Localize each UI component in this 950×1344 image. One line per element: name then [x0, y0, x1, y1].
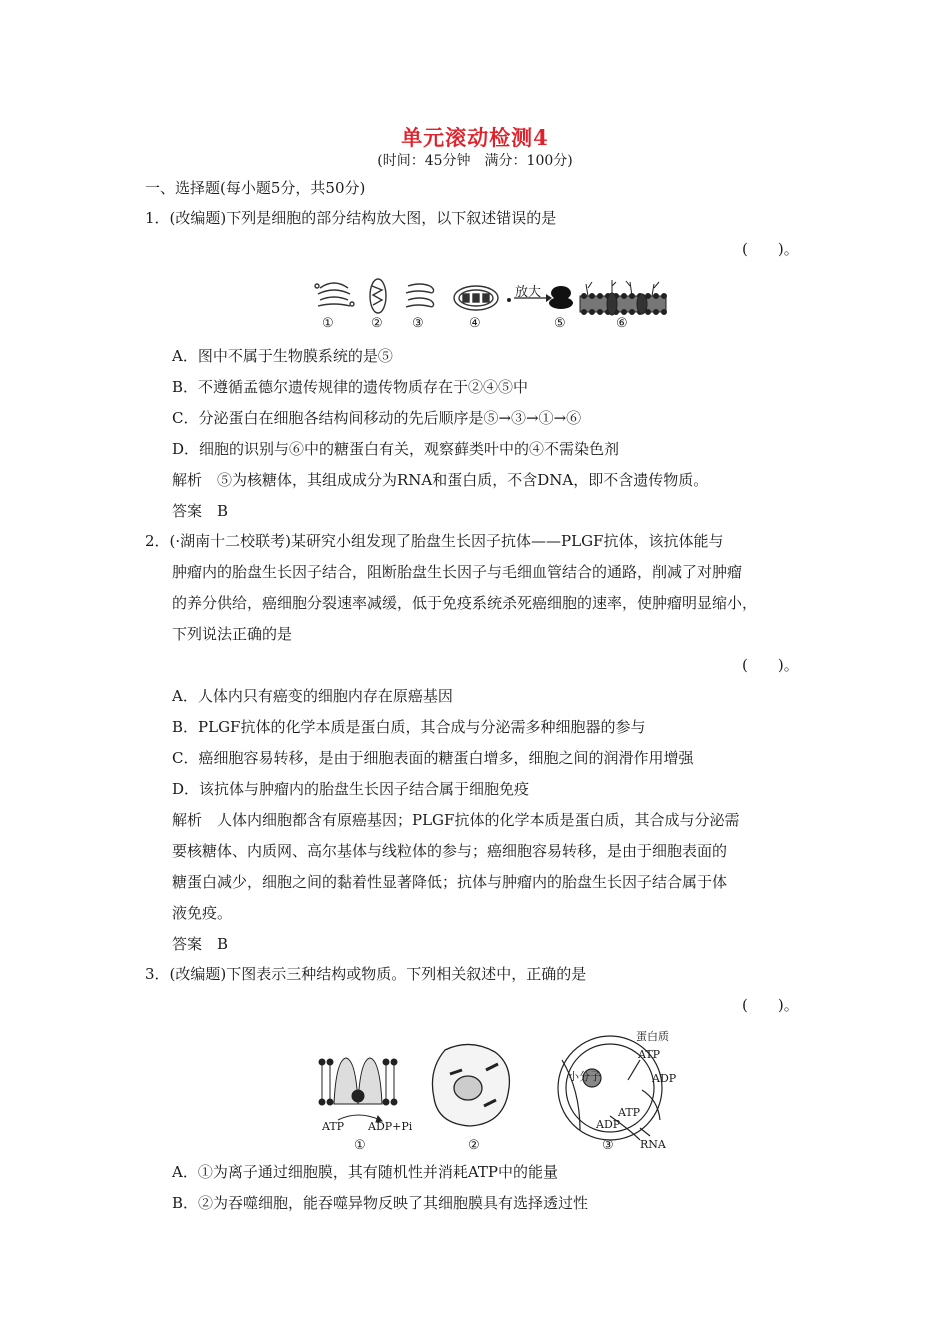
- q2-analysis-line-2: 要核糖体、内质网、高尔基体与线粒体的参与；癌细胞容易转移，是由于细胞表面的: [172, 842, 728, 860]
- q1-analysis: 解析 ⑤为核糖体，其组成成分为RNA和蛋白质，不含DNA，即不含遗传物质。: [172, 471, 709, 489]
- q2-analysis-line-4: 液免疫。: [172, 904, 233, 922]
- q2-option-d: D．该抗体与肿瘤内的胎盘生长因子结合属于细胞免疫: [172, 780, 530, 798]
- q1-option-b: B．不遵循孟德尔遗传规律的遗传物质存在于②④⑤中: [172, 378, 529, 396]
- q3-stem: 3．(改编题)下图表示三种结构或物质。下列相关叙述中，正确的是: [145, 965, 587, 983]
- section-heading: 一、选择题(每小题5分，共50分): [145, 179, 366, 197]
- q1-stem: 1．(改编题)下列是细胞的部分结构放大图，以下叙述错误的是: [145, 209, 557, 227]
- page-subtitle: (时间：45分钟 满分：100分): [377, 153, 573, 169]
- q2-option-c: C．癌细胞容易转移，是由于细胞表面的糖蛋白增多，细胞之间的润滑作用增强: [172, 749, 694, 767]
- ion-pump-icon: [319, 1058, 397, 1122]
- q1-label-1: ①: [322, 316, 334, 331]
- q3-atp-2: ATP: [638, 1048, 661, 1061]
- q1-label-4: ④: [469, 316, 481, 331]
- q1-label-3: ③: [412, 316, 424, 331]
- q3-option-b: B．②为吞噬细胞，能吞噬异物反映了其细胞膜具有选择透过性: [172, 1194, 589, 1212]
- q2-stem-line-2: 肿瘤内的胎盘生长因子结合，阻断胎盘生长因子与毛细血管结合的通路，削减了对肿瘤: [172, 563, 743, 581]
- q3-small-molecule: 小分子: [568, 1070, 601, 1083]
- phagocyte-icon: [432, 1044, 509, 1126]
- q2-analysis-line-1: 解析 人体内细胞都含有原癌基因；PLGF抗体的化学本质是蛋白质，其合成与分泌需: [172, 811, 740, 829]
- q2-stem-line-4: 下列说法正确的是: [172, 625, 293, 643]
- q2-stem-line-1: 2．(·湖南十二校联考)某研究小组发现了胎盘生长因子抗体——PLGF抗体，该抗体能与: [145, 532, 724, 550]
- q3-option-a: A．①为离子通过细胞膜，其有随机性并消耗ATP中的能量: [172, 1163, 558, 1181]
- page-title: 单元滚动检测4: [401, 125, 549, 150]
- q1-figure: [312, 276, 672, 336]
- q1-label-6: ⑥: [616, 316, 628, 331]
- dot-icon: [507, 298, 511, 302]
- q2-stem-line-3: 的养分供给，癌细胞分裂速率减缓，低于免疫系统杀死癌细胞的速率，使肿瘤明显缩小，: [172, 594, 758, 612]
- q2-analysis-line-3: 糖蛋白减少，细胞之间的黏着性显著降低；抗体与肿瘤内的胎盘生长因子结合属于体: [172, 873, 728, 891]
- q1-option-d: D．细胞的识别与⑥中的糖蛋白有关，观察藓类叶中的④不需染色剂: [172, 440, 620, 458]
- endoplasmic-reticulum-icon: [406, 284, 434, 307]
- q1-label-5: ⑤: [554, 316, 566, 331]
- ribosome-icon: [549, 286, 573, 309]
- cell-membrane-icon: [580, 280, 667, 315]
- golgi-icon: [315, 283, 354, 306]
- q2-answer-paren: ( )。: [742, 656, 799, 674]
- q1-option-c: C．分泌蛋白在细胞各结构间移动的先后顺序是⑤→③→①→⑥: [172, 409, 582, 427]
- q1-arrow-text: 放大: [515, 285, 542, 300]
- q2-option-b: B．PLGF抗体的化学本质是蛋白质，其合成与分泌需多种细胞器的参与: [172, 718, 646, 736]
- q1-answer-paren: ( )。: [742, 240, 799, 258]
- q3-answer-paren: ( )。: [742, 996, 799, 1014]
- chloroplast-icon: [454, 286, 498, 310]
- mitochondrion-icon: [370, 279, 386, 313]
- q3-label-1: ①: [354, 1138, 366, 1153]
- q2-option-a: A．人体内只有癌变的细胞内存在原癌基因: [172, 687, 453, 705]
- q3-adp-2: ADP: [596, 1118, 621, 1131]
- q3-adp-1: ADP: [652, 1072, 677, 1085]
- q3-atp-3: ATP: [618, 1106, 641, 1119]
- q3-rna: RNA: [640, 1138, 666, 1151]
- q1-answer: 答案 B: [172, 502, 229, 520]
- q3-adp-pi: ADP+Pi: [368, 1120, 413, 1133]
- q3-protein: 蛋白质: [636, 1030, 669, 1043]
- q1-option-a: A．图中不属于生物膜系统的是⑤: [172, 347, 393, 365]
- q3-figure: [310, 1020, 690, 1160]
- q3-label-3: ③: [602, 1138, 614, 1153]
- q3-label-2: ②: [468, 1138, 480, 1153]
- q1-label-2: ②: [371, 316, 383, 331]
- q3-atp: ATP: [322, 1120, 345, 1133]
- q2-answer: 答案 B: [172, 935, 229, 953]
